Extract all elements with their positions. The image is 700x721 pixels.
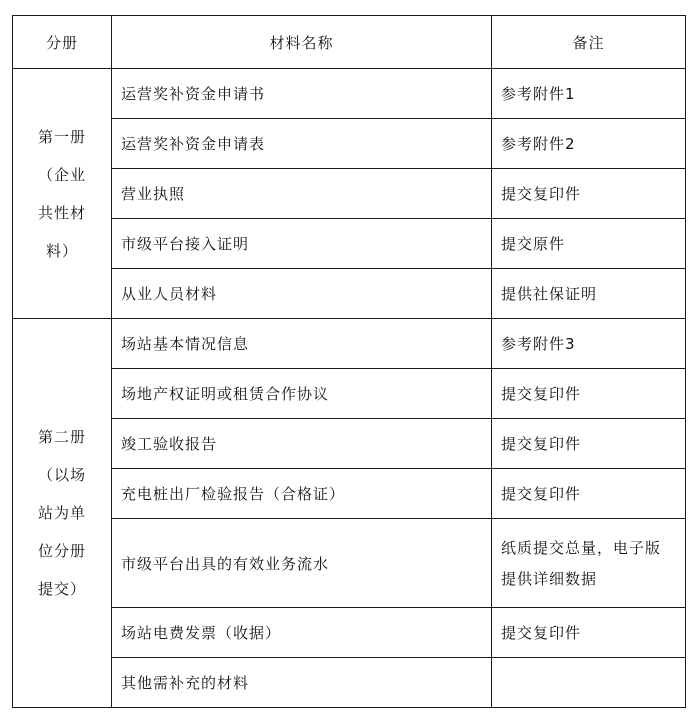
material-note: 提交原件 [492,219,686,269]
material-note [492,658,686,708]
header-note: 备注 [492,16,686,69]
table-row [13,169,686,219]
volume-2-line: 位分册 [37,542,86,560]
header-volume: 分册 [13,16,112,69]
table-row [13,419,686,469]
materials-table [12,15,686,708]
material-note-line: 纸质提交总量，电子版 [501,539,662,557]
volume-1-line: 料） [45,241,78,260]
table-row [13,269,686,319]
material-name: 场地产权证明或租赁合作协议 [112,369,492,419]
volume-1-line: 共性材 [37,203,86,222]
material-name: 其他需补充的材料 [112,658,492,708]
volume-2-line: 站为单 [37,504,86,522]
material-note: 提供社保证明 [492,269,686,319]
volume-1-line: （企业 [37,165,86,184]
material-note: 提交复印件 [492,469,686,519]
material-name: 市级平台出具的有效业务流水 [112,519,492,608]
material-name: 运营奖补资金申请表 [112,119,492,169]
table-row [13,69,686,119]
material-note [492,519,686,608]
material-name: 竣工验收报告 [112,419,492,469]
material-note: 提交复印件 [492,169,686,219]
material-note-line: 提供详细数据 [501,570,598,588]
table-row [13,369,686,419]
material-name: 营业执照 [112,169,492,219]
volume-2-line: （以场 [37,466,86,484]
material-note: 参考附件3 [492,319,686,369]
material-name: 运营奖补资金申请书 [112,69,492,119]
material-name: 从业人员材料 [112,269,492,319]
volume-1-label [13,69,112,319]
volume-2-line: 提交） [37,580,86,598]
material-name: 充电桩出厂检验报告（合格证） [112,469,492,519]
header-material-name: 材料名称 [112,16,492,69]
table-row [13,319,686,369]
material-note: 提交复印件 [492,608,686,658]
table-row [13,658,686,708]
table-row [13,608,686,658]
material-name: 市级平台接入证明 [112,219,492,269]
header-row [13,16,686,69]
material-note: 参考附件1 [492,69,686,119]
material-note: 提交复印件 [492,419,686,469]
material-name: 场站基本情况信息 [112,319,492,369]
table-row [13,119,686,169]
table-row [13,469,686,519]
table-row [13,519,686,608]
volume-2-line: 第二册 [37,428,86,446]
material-note: 提交复印件 [492,369,686,419]
table-row [13,219,686,269]
volume-2-label [13,319,112,708]
volume-1-line: 第一册 [37,127,86,146]
material-name: 场站电费发票（收据） [112,608,492,658]
material-note: 参考附件2 [492,119,686,169]
